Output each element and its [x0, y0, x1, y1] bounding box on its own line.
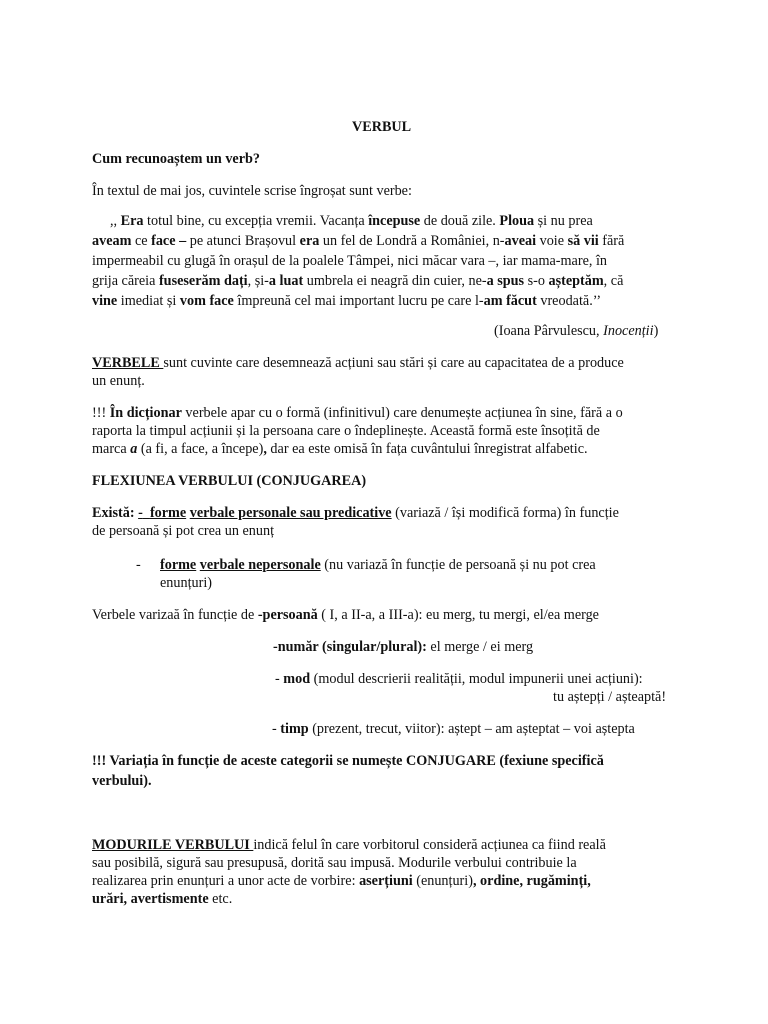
- definition-term: VERBELE: [92, 355, 164, 371]
- quote-line-2: [92, 232, 624, 250]
- verb: a luat: [268, 273, 304, 289]
- dictionary-label: În dicționar: [109, 405, 182, 421]
- note-text: marca: [92, 441, 131, 457]
- timp-label: timp: [280, 721, 309, 737]
- quote-text: voie: [536, 233, 568, 249]
- note-marker: !!!: [92, 405, 110, 421]
- quote-line-5: [92, 292, 601, 310]
- persoana-label: -persoană: [257, 607, 318, 623]
- forme-label: forme: [160, 557, 197, 573]
- variatie-persoana: [92, 606, 599, 624]
- moduri-text: etc.: [208, 891, 233, 907]
- variatie-timp: [272, 720, 635, 738]
- definition-line-2: un enunț.: [92, 373, 145, 389]
- variatie-mod: [275, 670, 643, 688]
- verb: Ploua: [499, 213, 535, 229]
- verb: Era: [120, 213, 144, 229]
- quote-text: și nu prea: [534, 213, 593, 229]
- note-text: verbele apar cu o formă (infinitivul) care denumește acțiunea în sine, fără a o: [181, 405, 623, 421]
- numar-example: el merge / ei merg: [426, 639, 534, 655]
- moduri-text: indică felul în care vorbitorul consideră acțiunea ca fiind reală: [253, 837, 606, 853]
- act-urari-avertismente: urări, avertismente: [92, 891, 209, 907]
- quote-text: , că: [603, 273, 624, 289]
- exista-label: Există:: [92, 505, 135, 521]
- source-author: (Ioana Pârvulescu,: [494, 323, 604, 339]
- timp-example: (prezent, trecut, viitor): aștept – am așteptat – voi aștepta: [308, 721, 635, 737]
- variatie-lead: Verbele varizaă în funcție de: [92, 607, 258, 623]
- moduri-text: realizarea prin enunțuri a unor acte de vorbire:: [92, 873, 360, 889]
- mod-label: mod: [283, 671, 311, 687]
- forme-description: (nu variază în funcție de persoană și nu pot crea: [320, 557, 596, 573]
- moduri-line-2: sau posibilă, sigură sau presupusă, dorită sau impusă. Modurile verbului contribuie la: [92, 855, 577, 871]
- dictionary-note-line-3: [92, 440, 588, 458]
- quote-text: vreodată.’’: [536, 293, 602, 309]
- flexiune-heading: FLEXIUNEA VERBULUI (CONJUGAREA): [92, 473, 367, 489]
- verb: face –: [151, 233, 187, 249]
- verb: să vii: [567, 233, 599, 249]
- quote-text: de două zile.: [420, 213, 500, 229]
- moduri-term: MODURILE VERBULUI: [92, 837, 254, 853]
- forme-label: forme: [149, 505, 187, 521]
- verbale-personale-label: verbale personale sau predicative: [189, 505, 392, 521]
- act-ordine-rugaminti: , ordine, rugăminți,: [472, 873, 591, 889]
- moduri-line-3: [92, 872, 591, 890]
- quote-line-3: impermeabil cu glugă în orașul de la poalele Tâmpei, nici măcar vara –, iar mama-mare, în: [92, 253, 608, 269]
- quote-text: ,,: [110, 213, 121, 229]
- definition-line-1: [92, 354, 624, 372]
- verb: era: [299, 233, 320, 249]
- forme-description: (variază / își modifică forma) în funcție: [391, 505, 619, 521]
- quote-line-1: [110, 212, 593, 230]
- forme-personale-line-1: [92, 504, 619, 522]
- mod-example: tu aștepți / așteaptă!: [553, 689, 667, 705]
- quote-text: totul bine, cu excepția vremii. Vacanța: [143, 213, 369, 229]
- moduri-line-1: [92, 836, 606, 854]
- quote-text: fără: [598, 233, 625, 249]
- verbale-nepersonale-label: verbale nepersonale: [199, 557, 321, 573]
- dictionary-note-line-2: raporta la timpul acțiunii și la persoana care o îndeplinește. Această formă este însoțită de: [92, 423, 600, 439]
- quote-text: grija căreia: [92, 273, 159, 289]
- intro-text: În textul de mai jos, cuvintele scrise îngroșat sunt verbe:: [92, 183, 412, 199]
- verb: a spus: [486, 273, 525, 289]
- quote-text: împreună cel mai important lucru pe care l-: [233, 293, 484, 309]
- mod-description: (modul descrierii realității, modul impunerii unei acțiuni):: [310, 671, 643, 687]
- persoana-example: ( I, a II-a, a III-a): eu merg, tu mergi, el/ea merge: [317, 607, 599, 623]
- question-heading: Cum recunoaștem un verb?: [92, 151, 261, 167]
- source-work: Inocenții: [603, 323, 654, 339]
- list-dash: -: [272, 721, 281, 737]
- quote-text: pe atunci Brașovul: [186, 233, 300, 249]
- note-text: (a fi, a face, a începe): [137, 441, 264, 457]
- conjugare-note-line-1: !!! Variația în funcție de aceste categorii se numește CONJUGARE (fexiune specifică: [92, 753, 604, 769]
- dictionary-note-line-1: [92, 404, 623, 422]
- numar-label: -număr (singular/plural):: [273, 639, 427, 655]
- quote-text: imediat și: [117, 293, 180, 309]
- variatie-numar: [273, 638, 533, 656]
- quote-text: s-o: [524, 273, 549, 289]
- page-title: VERBUL: [352, 119, 412, 135]
- verb: începuse: [368, 213, 421, 229]
- verb: vine: [92, 293, 118, 309]
- list-dash: -: [275, 671, 284, 687]
- list-dash: -: [138, 505, 143, 521]
- quote-text: umbrela ei neagră din cuier, ne-: [303, 273, 487, 289]
- forme-nepersonale-line-1: [160, 556, 596, 574]
- marker-a: a: [130, 441, 138, 457]
- verb: aveai: [504, 233, 537, 249]
- act-asertiuni: aserțiuni: [359, 873, 413, 889]
- verb: așteptăm: [548, 273, 604, 289]
- verb: am făcut: [483, 293, 537, 309]
- source-close: ): [653, 323, 659, 339]
- definition-text: sunt cuvinte care desemnează acțiuni sau stări și care au capacitatea de a produce: [163, 355, 624, 371]
- quote-text: , și-: [247, 273, 269, 289]
- note-text: dar ea este omisă în fața cuvântului înregistrat alfabetic.: [266, 441, 588, 457]
- forme-nepersonale-line-2: enunțuri): [160, 575, 213, 591]
- note-comma: ,: [263, 441, 267, 457]
- verb: aveam: [92, 233, 132, 249]
- quote-text: ce: [131, 233, 152, 249]
- conjugare-note-line-2: verbului).: [92, 773, 152, 789]
- quote-source: [494, 322, 658, 340]
- verb: vom face: [179, 293, 234, 309]
- forme-personale-line-2: de persoană și pot crea un enunț: [92, 523, 275, 539]
- verb: fuseserăm dați: [158, 273, 248, 289]
- quote-line-4: [92, 272, 623, 290]
- moduri-text: (enunțuri): [412, 873, 473, 889]
- moduri-line-4: [92, 890, 232, 908]
- list-bullet: -: [136, 557, 141, 573]
- quote-text: un fel de Londră a României, n-: [319, 233, 505, 249]
